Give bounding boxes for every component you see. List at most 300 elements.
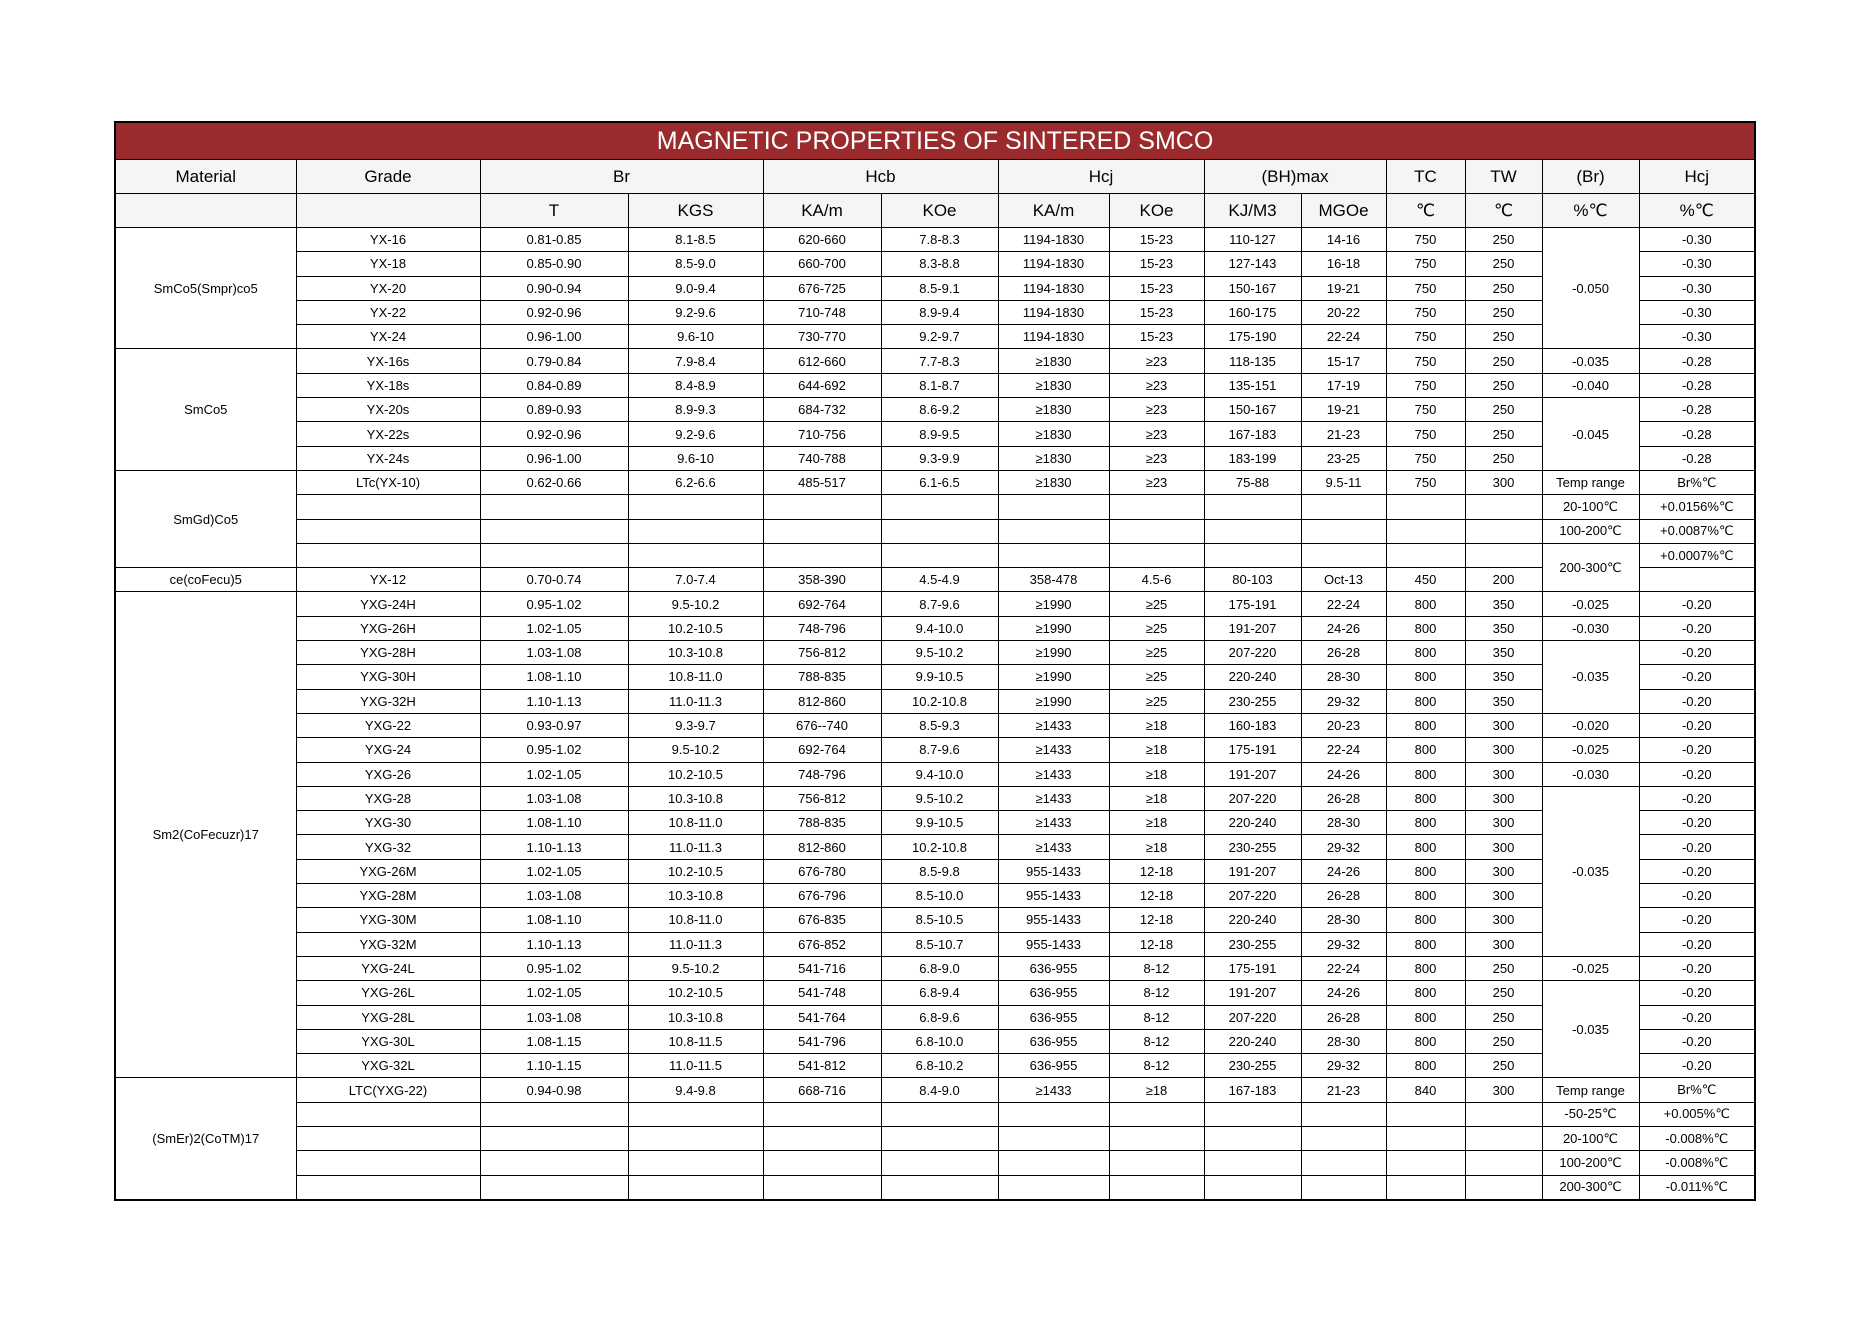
hcj-coef-cell: -0.20 xyxy=(1639,1054,1755,1078)
table-cell: 250 xyxy=(1465,300,1542,324)
table-cell: 800 xyxy=(1386,956,1465,980)
table-cell: ≥1830 xyxy=(998,470,1109,494)
table-cell: 10.3-10.8 xyxy=(628,1005,763,1029)
table-row xyxy=(115,1029,1755,1053)
table-cell: 9.4-10.0 xyxy=(881,616,998,640)
grade-cell: YX-22s xyxy=(296,422,480,446)
grade-cell: YXG-32 xyxy=(296,835,480,859)
hcj-coef-cell: -0.28 xyxy=(1639,446,1755,470)
table-cell xyxy=(1204,495,1301,519)
table-cell: Oct-13 xyxy=(1301,568,1386,592)
table-cell xyxy=(1301,1151,1386,1175)
grade-cell: LTC(YXG-22) xyxy=(296,1078,480,1102)
table-cell: 740-788 xyxy=(763,446,881,470)
table-cell: 8.1-8.5 xyxy=(628,228,763,252)
table-cell xyxy=(881,543,998,567)
table-cell: 812-860 xyxy=(763,835,881,859)
table-cell: 612-660 xyxy=(763,349,881,373)
table-cell: 26-28 xyxy=(1301,641,1386,665)
temp-coef-cell: +0.005%℃ xyxy=(1639,1102,1755,1126)
table-row xyxy=(115,956,1755,980)
table-row xyxy=(115,762,1755,786)
table-cell: 12-18 xyxy=(1109,884,1204,908)
table-row xyxy=(115,568,1755,592)
table-cell: 300 xyxy=(1465,738,1542,762)
header-bhmax: (BH)max xyxy=(1204,160,1386,194)
table-cell: ≥1990 xyxy=(998,689,1109,713)
table-cell xyxy=(998,543,1109,567)
table-cell: 10.2-10.5 xyxy=(628,762,763,786)
table-cell: 800 xyxy=(1386,1005,1465,1029)
table-cell: 620-660 xyxy=(763,228,881,252)
hcj-coef-cell: -0.20 xyxy=(1639,981,1755,1005)
table-cell xyxy=(1109,1175,1204,1200)
table-cell xyxy=(1386,519,1465,543)
table-cell: 0.70-0.74 xyxy=(480,568,628,592)
table-cell: 175-191 xyxy=(1204,956,1301,980)
table-cell: 636-955 xyxy=(998,1029,1109,1053)
temp-range-cell: -50-25℃ xyxy=(1542,1102,1639,1126)
grade-cell: YXG-32L xyxy=(296,1054,480,1078)
hcj-coef-cell: -0.20 xyxy=(1639,859,1755,883)
grade-cell: YXG-26 xyxy=(296,762,480,786)
temp-range-cell: 200-300℃ xyxy=(1542,543,1639,592)
grade-cell xyxy=(296,495,480,519)
table-cell xyxy=(763,1126,881,1150)
table-cell: 9.4-10.0 xyxy=(881,762,998,786)
table-cell: 250 xyxy=(1465,1005,1542,1029)
header-row-2 xyxy=(115,194,1755,228)
table-cell: 0.95-1.02 xyxy=(480,592,628,616)
table-cell: 12-18 xyxy=(1109,932,1204,956)
grade-cell: YX-12 xyxy=(296,568,480,592)
table-cell: 800 xyxy=(1386,981,1465,1005)
table-cell xyxy=(998,1175,1109,1200)
grade-cell: YXG-28 xyxy=(296,786,480,810)
hcj-coef-cell: -0.20 xyxy=(1639,908,1755,932)
hcj-coef-cell: -0.20 xyxy=(1639,665,1755,689)
hcj-coef-cell: -0.20 xyxy=(1639,689,1755,713)
table-cell: 300 xyxy=(1465,713,1542,737)
table-cell xyxy=(1386,1151,1465,1175)
table-cell: 300 xyxy=(1465,811,1542,835)
table-row xyxy=(115,300,1755,324)
table-cell xyxy=(1386,543,1465,567)
hcj-coef-cell: -0.20 xyxy=(1639,738,1755,762)
table-cell: 0.62-0.66 xyxy=(480,470,628,494)
br-coef-cell: -0.030 xyxy=(1542,616,1639,640)
table-cell: 0.92-0.96 xyxy=(480,300,628,324)
table-cell: 756-812 xyxy=(763,786,881,810)
grade-cell: YXG-30L xyxy=(296,1029,480,1053)
table-cell: 750 xyxy=(1386,373,1465,397)
hcj-coef-cell: -0.20 xyxy=(1639,786,1755,810)
table-cell: 1.03-1.08 xyxy=(480,1005,628,1029)
table-cell xyxy=(1204,1126,1301,1150)
table-cell xyxy=(628,1151,763,1175)
table-cell: 676-852 xyxy=(763,932,881,956)
table-cell: 250 xyxy=(1465,252,1542,276)
grade-cell: YXG-28H xyxy=(296,641,480,665)
header-material: Material xyxy=(115,160,296,194)
table-cell: ≥23 xyxy=(1109,373,1204,397)
table-cell: ≥1433 xyxy=(998,1078,1109,1102)
table-cell: 15-23 xyxy=(1109,276,1204,300)
table-cell: 15-23 xyxy=(1109,252,1204,276)
table-cell: 541-796 xyxy=(763,1029,881,1053)
table-cell: 28-30 xyxy=(1301,811,1386,835)
table-cell xyxy=(881,495,998,519)
table-cell: 8.4-8.9 xyxy=(628,373,763,397)
table-cell: 300 xyxy=(1465,884,1542,908)
table-cell: ≥1830 xyxy=(998,422,1109,446)
table-cell: 710-756 xyxy=(763,422,881,446)
unit-cell: KA/m xyxy=(763,194,881,228)
table-cell xyxy=(763,1102,881,1126)
table-row xyxy=(115,398,1755,422)
table-cell: ≥18 xyxy=(1109,738,1204,762)
table-cell: 636-955 xyxy=(998,956,1109,980)
table-cell: 1.08-1.10 xyxy=(480,908,628,932)
table-cell: ≥1433 xyxy=(998,835,1109,859)
table-cell: 541-748 xyxy=(763,981,881,1005)
table-cell: 800 xyxy=(1386,835,1465,859)
table-cell: 8-12 xyxy=(1109,1029,1204,1053)
grade-cell: YXG-22 xyxy=(296,713,480,737)
br-coef-cell: -0.035 xyxy=(1542,349,1639,373)
unit-cell: %℃ xyxy=(1639,194,1755,228)
hcj-coef-cell: -0.20 xyxy=(1639,1029,1755,1053)
table-cell: 7.8-8.3 xyxy=(881,228,998,252)
temp-coef-cell: -0.008%℃ xyxy=(1639,1151,1755,1175)
unit-cell: KA/m xyxy=(998,194,1109,228)
temp-coef-cell: -0.008%℃ xyxy=(1639,1126,1755,1150)
material-cell: Sm2(CoFecuzr)17 xyxy=(115,592,296,1078)
table-cell: 0.79-0.84 xyxy=(480,349,628,373)
table-cell: 230-255 xyxy=(1204,932,1301,956)
table-cell xyxy=(881,1175,998,1200)
br-coef-cell: -0.025 xyxy=(1542,956,1639,980)
temp-coef-cell: +0.0007%℃ xyxy=(1639,543,1755,567)
table-cell: 800 xyxy=(1386,908,1465,932)
table-cell: 750 xyxy=(1386,446,1465,470)
table-cell xyxy=(998,1126,1109,1150)
table-cell xyxy=(1386,1175,1465,1200)
table-cell: 220-240 xyxy=(1204,811,1301,835)
table-cell: 22-24 xyxy=(1301,592,1386,616)
hcj-coef-cell: -0.20 xyxy=(1639,811,1755,835)
table-cell xyxy=(881,1151,998,1175)
table-cell: 9.2-9.7 xyxy=(881,325,998,349)
temp-range-cell: 20-100℃ xyxy=(1542,1126,1639,1150)
table-cell xyxy=(628,519,763,543)
table-cell: 955-1433 xyxy=(998,884,1109,908)
table-cell: 23-25 xyxy=(1301,446,1386,470)
unit-cell xyxy=(115,194,296,228)
table-cell: 11.0-11.3 xyxy=(628,932,763,956)
table-cell: 0.95-1.02 xyxy=(480,738,628,762)
table-cell: 12-18 xyxy=(1109,908,1204,932)
table-row xyxy=(115,252,1755,276)
table-cell: 750 xyxy=(1386,398,1465,422)
table-cell: 710-748 xyxy=(763,300,881,324)
table-cell xyxy=(480,1151,628,1175)
table-cell: 750 xyxy=(1386,228,1465,252)
table-cell xyxy=(480,543,628,567)
table-cell: 0.96-1.00 xyxy=(480,325,628,349)
table-cell: 14-16 xyxy=(1301,228,1386,252)
table-cell: 1.10-1.13 xyxy=(480,689,628,713)
unit-cell: %℃ xyxy=(1542,194,1639,228)
table-cell xyxy=(628,495,763,519)
hcj-coef-cell: -0.20 xyxy=(1639,641,1755,665)
table-row xyxy=(115,543,1755,567)
table-cell: 207-220 xyxy=(1204,786,1301,810)
table-cell: 0.94-0.98 xyxy=(480,1078,628,1102)
hcj-coef-cell: -0.20 xyxy=(1639,884,1755,908)
header-row-1 xyxy=(115,160,1755,194)
temp-coef-cell: +0.0087%℃ xyxy=(1639,519,1755,543)
table-cell: 750 xyxy=(1386,252,1465,276)
table-cell: 800 xyxy=(1386,1054,1465,1078)
unit-cell: KOe xyxy=(881,194,998,228)
table-cell: ≥1433 xyxy=(998,713,1109,737)
hcj-coef-cell: -0.20 xyxy=(1639,1005,1755,1029)
table-cell: 668-716 xyxy=(763,1078,881,1102)
table-cell xyxy=(1301,1175,1386,1200)
material-cell: SmCo5(Smpr)co5 xyxy=(115,228,296,349)
grade-cell: YXG-24 xyxy=(296,738,480,762)
br-coef-cell: -0.035 xyxy=(1542,981,1639,1078)
header-hcj-coef: Hcj xyxy=(1639,160,1755,194)
table-cell: 800 xyxy=(1386,738,1465,762)
grade-cell: YX-18 xyxy=(296,252,480,276)
table-cell: 0.93-0.97 xyxy=(480,713,628,737)
table-row xyxy=(115,519,1755,543)
table-cell: 8.3-8.8 xyxy=(881,252,998,276)
table-cell: 250 xyxy=(1465,956,1542,980)
table-cell: ≥23 xyxy=(1109,349,1204,373)
table-cell: 8.5-9.0 xyxy=(628,252,763,276)
table-cell: 1.03-1.08 xyxy=(480,884,628,908)
grade-cell xyxy=(296,1175,480,1200)
table-cell: ≥1433 xyxy=(998,811,1109,835)
table-cell: 748-796 xyxy=(763,616,881,640)
temp-coef-cell: Br%℃ xyxy=(1639,1078,1755,1102)
table-cell: 358-390 xyxy=(763,568,881,592)
table-cell: ≥1433 xyxy=(998,786,1109,810)
table-cell: ≥25 xyxy=(1109,616,1204,640)
table-cell: 684-732 xyxy=(763,398,881,422)
table-cell: 788-835 xyxy=(763,811,881,835)
table-cell: ≥18 xyxy=(1109,1078,1204,1102)
grade-cell: YX-24s xyxy=(296,446,480,470)
table-cell xyxy=(763,519,881,543)
hcj-coef-cell: -0.20 xyxy=(1639,932,1755,956)
table-cell: 1.08-1.10 xyxy=(480,811,628,835)
table-cell: 300 xyxy=(1465,932,1542,956)
table-cell: 10.2-10.8 xyxy=(881,689,998,713)
table-cell: 191-207 xyxy=(1204,616,1301,640)
table-cell: 756-812 xyxy=(763,641,881,665)
table-cell: 21-23 xyxy=(1301,1078,1386,1102)
hcj-coef-cell: -0.28 xyxy=(1639,422,1755,446)
table-cell: 8.5-9.3 xyxy=(881,713,998,737)
table-cell: ≥1990 xyxy=(998,592,1109,616)
table-cell: 8.6-9.2 xyxy=(881,398,998,422)
table-cell: 10.2-10.5 xyxy=(628,859,763,883)
grade-cell xyxy=(296,543,480,567)
table-cell: 24-26 xyxy=(1301,762,1386,786)
table-row xyxy=(115,276,1755,300)
table-cell: 16-18 xyxy=(1301,252,1386,276)
table-cell: 8-12 xyxy=(1109,1054,1204,1078)
table-cell: 0.84-0.89 xyxy=(480,373,628,397)
table-cell xyxy=(1204,543,1301,567)
table-cell: 660-700 xyxy=(763,252,881,276)
table-cell: 750 xyxy=(1386,349,1465,373)
table-cell: 250 xyxy=(1465,422,1542,446)
table-cell: 9.3-9.7 xyxy=(628,713,763,737)
table-row xyxy=(115,1126,1755,1150)
table-cell: 150-167 xyxy=(1204,276,1301,300)
table-cell: 800 xyxy=(1386,859,1465,883)
table-cell: 6.8-10.0 xyxy=(881,1029,998,1053)
table-cell: 6.8-9.6 xyxy=(881,1005,998,1029)
grade-cell: YX-20 xyxy=(296,276,480,300)
table-row xyxy=(115,592,1755,616)
br-coef-cell: -0.025 xyxy=(1542,592,1639,616)
table-cell: 800 xyxy=(1386,786,1465,810)
table-cell xyxy=(628,1126,763,1150)
table-cell: 191-207 xyxy=(1204,859,1301,883)
table-cell: 10.3-10.8 xyxy=(628,884,763,908)
table-cell: 220-240 xyxy=(1204,665,1301,689)
table-cell: ≥18 xyxy=(1109,762,1204,786)
table-cell: 1.02-1.05 xyxy=(480,762,628,786)
hcj-coef-cell: -0.20 xyxy=(1639,713,1755,737)
table-cell: 676--740 xyxy=(763,713,881,737)
table-cell: 541-716 xyxy=(763,956,881,980)
header-hcb: Hcb xyxy=(763,160,998,194)
table-cell: 22-24 xyxy=(1301,956,1386,980)
unit-cell: KGS xyxy=(628,194,763,228)
table-cell: 800 xyxy=(1386,689,1465,713)
table-cell: 8.5-10.7 xyxy=(881,932,998,956)
grade-cell: YXG-24L xyxy=(296,956,480,980)
table-cell xyxy=(1465,1175,1542,1200)
table-cell xyxy=(998,1102,1109,1126)
table-cell xyxy=(881,1102,998,1126)
table-cell xyxy=(1109,1126,1204,1150)
table-cell xyxy=(1109,543,1204,567)
temp-range-cell: 100-200℃ xyxy=(1542,1151,1639,1175)
table-cell: 750 xyxy=(1386,470,1465,494)
table-cell: 29-32 xyxy=(1301,932,1386,956)
table-cell: ≥1830 xyxy=(998,398,1109,422)
table-row xyxy=(115,422,1755,446)
table-cell xyxy=(763,543,881,567)
table-cell: 8.4-9.0 xyxy=(881,1078,998,1102)
table-cell: 11.0-11.5 xyxy=(628,1054,763,1078)
table-cell: 9.5-11 xyxy=(1301,470,1386,494)
table-cell: ≥23 xyxy=(1109,446,1204,470)
table-cell: 175-191 xyxy=(1204,738,1301,762)
table-cell: 8.7-9.6 xyxy=(881,738,998,762)
table-cell: 0.92-0.96 xyxy=(480,422,628,446)
table-cell: 9.5-10.2 xyxy=(628,956,763,980)
table-cell: ≥25 xyxy=(1109,592,1204,616)
table-cell: 800 xyxy=(1386,665,1465,689)
table-cell: 0.95-1.02 xyxy=(480,956,628,980)
table-cell: 800 xyxy=(1386,1029,1465,1053)
grade-cell xyxy=(296,1126,480,1150)
table-cell xyxy=(1301,495,1386,519)
table-cell: 300 xyxy=(1465,762,1542,786)
table-cell: 0.90-0.94 xyxy=(480,276,628,300)
table-cell: 250 xyxy=(1465,1054,1542,1078)
table-row xyxy=(115,349,1755,373)
table-cell xyxy=(763,495,881,519)
table-cell: 358-478 xyxy=(998,568,1109,592)
table-cell: 250 xyxy=(1465,349,1542,373)
table-cell: 10.2-10.5 xyxy=(628,981,763,1005)
table-cell xyxy=(1301,519,1386,543)
temp-range-cell: Temp range xyxy=(1542,1078,1639,1102)
table-cell xyxy=(1386,1102,1465,1126)
table-row xyxy=(115,325,1755,349)
table-cell: 10.8-11.0 xyxy=(628,908,763,932)
grade-cell: YXG-24H xyxy=(296,592,480,616)
table-cell: 118-135 xyxy=(1204,349,1301,373)
table-cell: ≥23 xyxy=(1109,398,1204,422)
table-cell: 9.5-10.2 xyxy=(628,738,763,762)
table-cell xyxy=(998,519,1109,543)
table-cell: 300 xyxy=(1465,859,1542,883)
table-row xyxy=(115,908,1755,932)
table-cell: 9.6-10 xyxy=(628,325,763,349)
br-coef-cell: -0.035 xyxy=(1542,641,1639,714)
table-cell: 800 xyxy=(1386,884,1465,908)
table-cell: 800 xyxy=(1386,616,1465,640)
table-cell xyxy=(1465,519,1542,543)
table-cell: 19-21 xyxy=(1301,398,1386,422)
table-cell: 230-255 xyxy=(1204,835,1301,859)
temp-range-cell: 200-300℃ xyxy=(1542,1175,1639,1200)
table-cell: 24-26 xyxy=(1301,981,1386,1005)
table-cell: 1194-1830 xyxy=(998,252,1109,276)
table-cell: 955-1433 xyxy=(998,859,1109,883)
table-cell: 9.9-10.5 xyxy=(881,811,998,835)
table-cell: 11.0-11.3 xyxy=(628,689,763,713)
table-cell: 748-796 xyxy=(763,762,881,786)
hcj-coef-cell: -0.30 xyxy=(1639,252,1755,276)
table-cell: 1.02-1.05 xyxy=(480,616,628,640)
temp-range-cell: Temp range xyxy=(1542,470,1639,494)
temp-range-cell: 20-100℃ xyxy=(1542,495,1639,519)
table-cell xyxy=(998,495,1109,519)
table-row xyxy=(115,495,1755,519)
table-cell: 840 xyxy=(1386,1078,1465,1102)
grade-cell: YXG-28L xyxy=(296,1005,480,1029)
table-cell xyxy=(1386,495,1465,519)
table-cell: 8.1-8.7 xyxy=(881,373,998,397)
table-cell: 955-1433 xyxy=(998,908,1109,932)
table-row xyxy=(115,228,1755,252)
table-cell: 9.2-9.6 xyxy=(628,300,763,324)
table-cell: 0.89-0.93 xyxy=(480,398,628,422)
table-row xyxy=(115,1102,1755,1126)
